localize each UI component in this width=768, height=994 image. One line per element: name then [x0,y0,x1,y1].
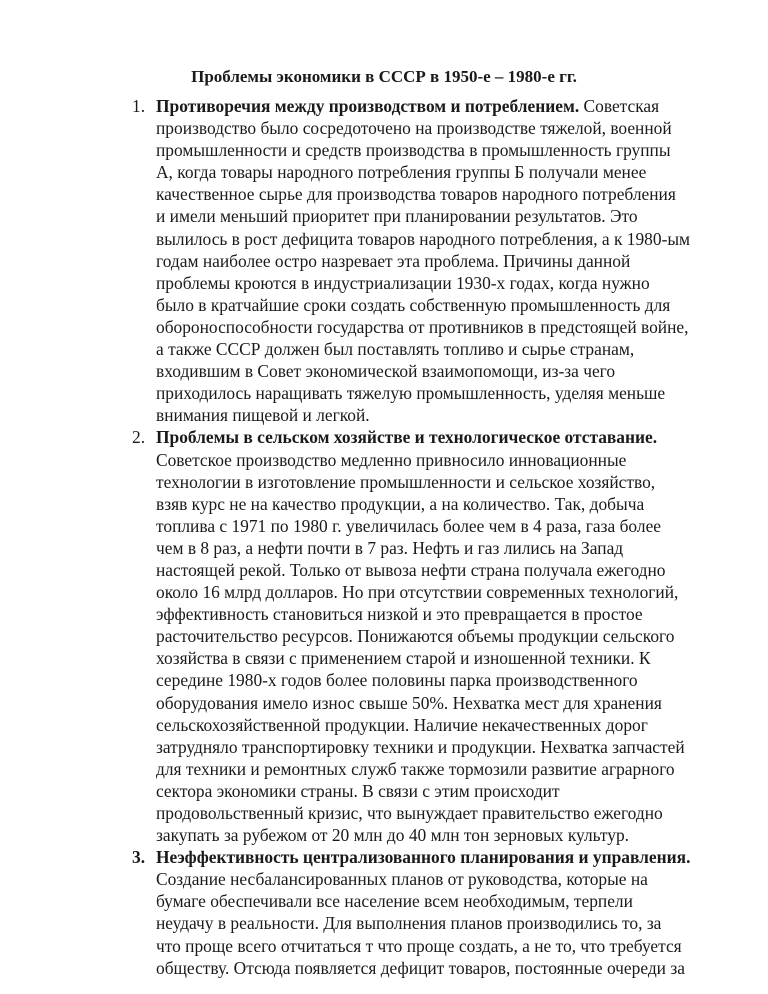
text-line: настоящей рекой. Только от вывоза нефти страна получала ежегодно [156,559,666,580]
text-line: сельскохозяйственной продукции. Наличие некачественных дорог [156,714,648,735]
text-line: вылилось в рост дефицита товаров народного потребления, а к 1980-ым [156,228,691,249]
text-line: продовольственный кризис, что вынуждает правительство ежегодно [156,803,663,823]
item-number: 1. [132,96,146,116]
text-line: что проще всего отчитаться т что проще создать, а не то, что требуется [156,935,682,956]
text-line: проблемы кроются в индустриализации 1930-х годах, когда нужно [156,272,650,293]
document-title: Проблемы экономики в СССР в 1950-е – 1980-е гг. [191,67,577,86]
text-line: Создание несбалансированных планов от руководства, которые на [156,869,648,890]
text-line: и имели меньший приоритет при планировании результатов. Это [156,206,638,227]
text-line: сектора экономики страны. В связи с этим происходит [156,780,560,801]
text-line: оборудования имело износ свыше 50%. Нехватка мест для хранения [156,692,662,713]
item-first-line [156,95,726,117]
text-line: топлива с 1971 по 1980 г. увеличилась более чем в 4 раза, газа более [156,515,662,536]
text-line: обществу. Отсюда появляется дефицит товаров, постоянные очереди за [156,957,685,978]
text-line: бумаге обеспечивали все население всем необходимым, терпели [156,891,633,912]
text-line: внимания пищевой и легкой. [156,405,370,426]
item-heading: Проблемы в сельском хозяйстве и технологическое отставание. [156,427,658,448]
text-line: качественное сырье для производства товаров народного потребления [156,184,676,205]
item-number: 2. [132,427,146,448]
item-heading: Неэффективность централизованного планирования и управления. [156,847,691,868]
text-line: приходилось наращивать тяжелую промышленность, уделяя меньше [156,383,666,404]
list-item [132,426,726,846]
text-line: Советская [579,96,660,116]
text-line: Советское производство медленно привносило инновационные [156,449,627,470]
item-number: 3. [132,847,146,868]
text-line: промышленности и средств производства в промышленность группы [156,140,671,161]
text-line: середине 1980-х годов более половины парка производственного [156,670,638,691]
list-item [132,95,726,426]
list-item [132,846,726,979]
text-line: взяв курс не на качество продукции, а на количество. Так, добыча [156,493,645,514]
text-line: расточительство ресурсов. Понижаются объемы продукции сельского [156,626,675,647]
text-line: обороноспособности государства от противников в предстоящей войне, [156,316,689,337]
text-line: а также СССР должен был поставлять топливо и сырье странам, [156,339,635,360]
text-line: производство было сосредоточено на производстве тяжелой, военной [156,118,672,139]
text-line: около 16 млрд долларов. Но при отсутствии современных технологий, [156,582,679,603]
problem-list [132,95,726,979]
text-line: хозяйства в связи с применением старой и изношенной техники. К [156,648,651,669]
text-line: А, когда товары народного потребления группы Б получали менее [156,162,647,183]
text-line: чем в 8 раз, а нефти почти в 7 раз. Нефть и газ лились на Запад [156,537,624,558]
text-line: было в кратчайшие сроки создать собственную промышленность для [156,294,671,315]
text-line: эффективность становиться низкой и это превращается в простое [156,604,643,625]
text-line: закупать за рубежом от 20 млн до 40 млн тон зерновых культур. [156,825,630,846]
item-heading: Противоречия между производством и потреблением. [156,96,580,116]
text-line: технологии в изготовление промышленности и сельское хозяйство, [156,471,656,492]
text-line: неудачу в реальности. Для выполнения планов производились то, за [156,913,662,934]
text-line: входившим в Совет экономической взаимопомощи, из-за чего [156,361,616,382]
text-line: затрудняло транспортировку техники и продукции. Нехватка запчастей [156,736,685,757]
text-line: годам наиболее остро назревает эта проблема. Причины данной [156,250,631,271]
text-line: для техники и ремонтных служб также тормозили развитие аграрного [156,758,675,779]
